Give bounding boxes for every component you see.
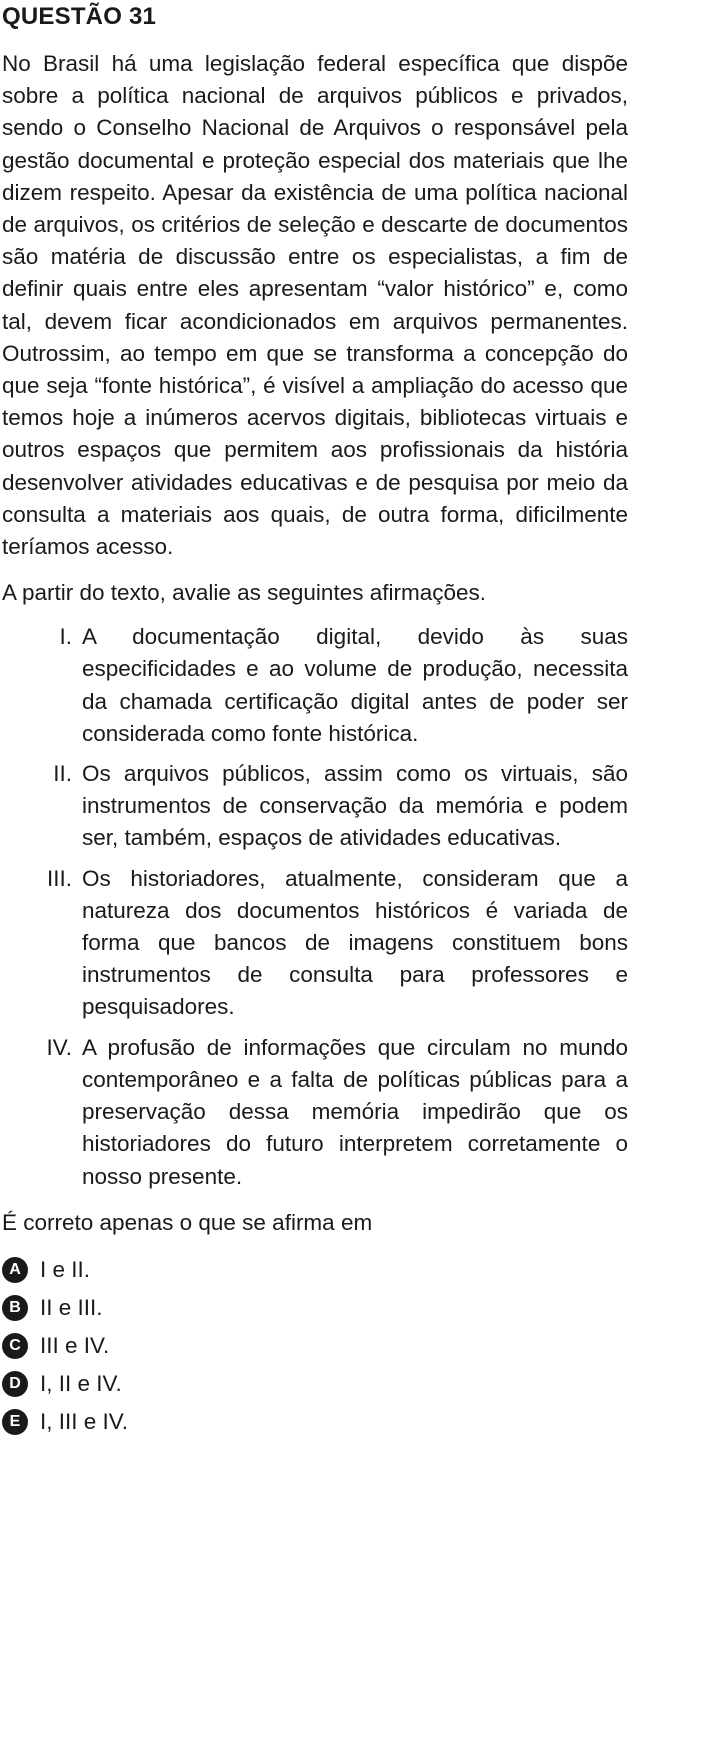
option-text: I e II. (40, 1256, 91, 1282)
option-letter-badge: B (2, 1295, 28, 1321)
statements-intro: A partir do texto, avalie as seguintes afirmações. (2, 580, 487, 606)
option-a[interactable] (2, 1251, 628, 1289)
option-letter-badge: A (2, 1257, 28, 1283)
statement-iii (2, 863, 628, 1024)
statement-numeral: II. (53, 761, 72, 787)
statement-i (2, 621, 628, 750)
option-letter-badge: D (2, 1371, 28, 1397)
option-letter-badge: E (2, 1409, 28, 1435)
statement-numeral: III. (46, 865, 72, 891)
statement-numeral: IV. (46, 1034, 72, 1060)
statement-list (2, 621, 628, 1192)
answer-options (2, 1251, 628, 1441)
option-c[interactable] (2, 1327, 628, 1365)
statement-ii (2, 758, 628, 855)
option-text: I, II e IV. (40, 1370, 122, 1396)
option-e[interactable] (2, 1403, 628, 1441)
statement-iv (2, 1032, 628, 1193)
statement-text: A profusão de informações que circulam no mundo contemporâneo e a falta de políticas públicas para a preservação dessa memória impedirão que os historiadores do futuro interpretem corretamente o nosso presente. (82, 1034, 628, 1189)
statement-text: Os historiadores, atualmente, consideram que a natureza dos documentos históricos é variada de forma que bancos de imagens constituem bons instrumentos de consulta para professores e pesquisadores. (82, 865, 628, 1020)
option-text: III e IV. (40, 1332, 110, 1358)
context-paragraph: No Brasil há uma legislação federal específica que dispõe sobre a política nacional de arquivos públicos e privados, sendo o Conselho Nacional de Arquivos o responsável pela gestão documental e proteção especial dos materiais que lhe dizem respeito. Apesar da existência de uma política nacional de arquivos, os critérios de seleção e descarte de documentos são matéria de discussão entre os especialistas, a fim de definir quais entre eles apresentam “valor histórico” e, como tal, devem ficar acondicionados em arquivos permanentes. Outrossim, ao tempo em que se transforma a concepção do que seja “fonte histórica”, é visível a ampliação do acesso que temos hoje a inúmeros acervos digitais, bibliotecas virtuais e outros espaços que permitem aos profissionais da história desenvolver atividades educativas e de pesquisa por meio da consulta a materiais aos quais, de outra forma, dificilmente teríamos acesso. (2, 51, 628, 560)
statement-numeral: I. (59, 624, 72, 650)
question-prompt: É correto apenas o que se afirma em (2, 1209, 373, 1235)
statement-text: Os arquivos públicos, assim como os virtuais, são instrumentos de conservação da memória e podem ser, também, espaços de atividades educativas. (82, 761, 628, 851)
option-letter-badge: C (2, 1333, 28, 1359)
option-b[interactable] (2, 1289, 628, 1327)
question-page (2, 0, 628, 1441)
option-text: II e III. (40, 1294, 103, 1320)
statement-text: A documentação digital, devido às suas especificidades e ao volume de produção, necessita da chamada certificação digital antes de poder ser considerada como fonte histórica. (82, 624, 628, 746)
question-title: QUESTÃO 31 (2, 3, 157, 30)
option-d[interactable] (2, 1365, 628, 1403)
option-text: I, III e IV. (40, 1408, 128, 1434)
